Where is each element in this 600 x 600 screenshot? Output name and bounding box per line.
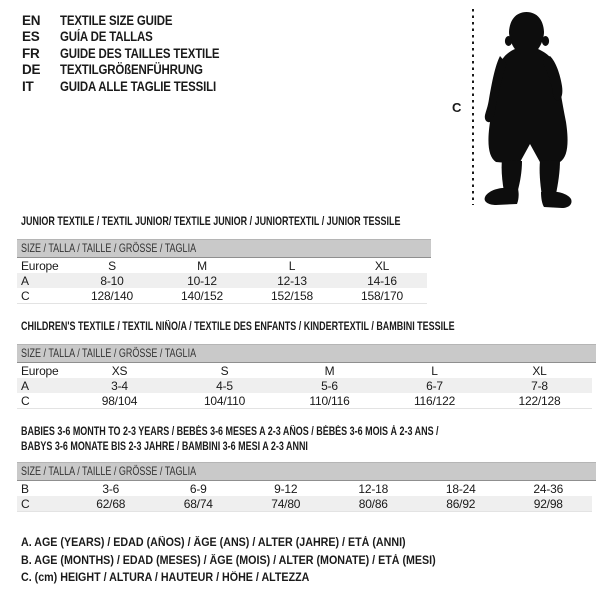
height-cell: 86/92 [417,496,505,512]
lang-row-fr [22,45,248,62]
table-row [17,273,427,288]
table-row [17,363,592,378]
children-section [17,321,596,409]
language-legend [22,12,248,95]
table-row [17,378,592,393]
height-cell: 140/152 [181,288,223,303]
footnote-b: B. AGE (MONTHS) / EDAD (MESES) / ÂGE (MOIS) / ALTER (MONATE) / ETÀ (MESI) [21,554,436,567]
size-cell: S [220,363,229,378]
size-cell: XL [532,363,547,378]
babies-section [17,425,596,512]
age-cell: 3-6 [102,481,120,496]
figure-height-label: C [452,100,462,115]
row-label: Europe [21,258,59,273]
age-cell: 7-8 [487,378,592,393]
table-row [17,258,427,273]
age-cell: 8-10 [67,273,157,288]
lang-code: FR [22,45,40,61]
lang-row-es [22,29,248,46]
table-row [17,393,592,409]
table-row [17,288,427,304]
size-header-label: SIZE / TALLA / TAILLE / GRÖSSE / TAGLIA [21,464,197,478]
lang-row-de [22,62,248,79]
table-row [17,481,592,496]
age-cell: 6-7 [382,378,487,393]
height-cell: 110/116 [309,393,350,408]
junior-size-table [17,258,427,304]
babies-size-table [17,481,592,512]
lang-code: ES [22,29,40,45]
lang-title: GUIDE DES TAILLES TEXTILE [60,45,220,61]
age-cell: 9-12 [274,481,298,496]
section-title: JUNIOR TEXTILE / TEXTIL JUNIOR/ TEXTILE JUNIOR / JUNIORTEXTIL / JUNIOR TESSILE [21,216,401,228]
height-cell: 152/158 [271,288,313,303]
lang-title: TEXTILGRÖßENFÜHRUNG [60,62,203,78]
age-cell: 6-9 [189,481,207,496]
lang-title: GUIDA ALLE TAGLIE TESSILI [60,78,216,94]
size-cell: L [431,363,438,378]
age-cell: 14-16 [337,273,427,288]
age-cell: 3-4 [67,378,172,393]
age-cell: 24-36 [533,481,564,496]
row-label: C [21,288,30,303]
height-cell: 158/170 [361,288,403,303]
height-cell: 92/98 [505,496,593,512]
row-label: A [17,273,67,288]
lang-row-it [22,78,248,95]
height-cell: 98/104 [101,393,138,408]
row-label: A [17,378,67,393]
size-header-bar [17,462,596,481]
size-header-label: SIZE / TALLA / TAILLE / GRÖSSE / TAGLIA [21,241,197,255]
footnote-a: A. AGE (YEARS) / EDAD (AÑOS) / ÂGE (ANS) / ALTER (JAHRE) / ETÀ (ANNI) [21,537,406,549]
row-label: C [17,496,67,512]
row-label: C [21,393,30,408]
height-cell: 128/140 [91,288,133,303]
age-cell: 12-18 [358,481,389,496]
height-cell: 80/86 [330,496,418,512]
height-cell: 116/122 [413,393,456,408]
size-header-bar [17,239,431,258]
size-cell: S [108,258,116,273]
section-title-line2: BABYS 3-6 MONATE BIS 2-3 JAHRE / BAMBINI 3-6 MESI A 2-3 ANNI [21,441,308,453]
row-label: B [21,481,29,496]
section-title: BABIES 3-6 MONTH TO 2-3 YEARS / BEBÉS 3-6 MESES A 2-3 AÑOS / BÉBÉS 3-6 MOIS À 2-3 ANS / [21,426,439,438]
size-cell: M [324,363,335,378]
height-cell: 104/110 [203,393,246,408]
baby-silhouette-icon [450,4,585,214]
height-cell: 68/74 [155,496,243,512]
size-header-bar [17,344,596,363]
lang-code: IT [22,78,34,94]
age-cell: 12-13 [247,273,337,288]
junior-section [17,216,507,304]
lang-code: DE [22,62,41,78]
lang-row-en [22,12,248,29]
height-cell: 122/128 [518,393,561,408]
section-title: CHILDREN'S TEXTILE / TEXTIL NIÑO/A / TEXTILE DES ENFANTS / KINDERTEXTIL / BAMBINI TESSILE [21,321,455,333]
lang-title: GUÍA DE TALLAS [60,29,153,45]
size-cell: L [288,258,296,273]
age-cell: 18-24 [445,481,476,496]
size-header-label: SIZE / TALLA / TAILLE / GRÖSSE / TAGLIA [21,346,197,360]
table-row [17,496,592,512]
children-size-table [17,363,592,409]
row-label: Europe [21,363,59,378]
age-cell: 5-6 [277,378,382,393]
size-cell: XL [374,258,390,273]
age-cell: 4-5 [172,378,277,393]
height-cell: 74/80 [242,496,330,512]
footnote-c: C. (cm) HEIGHT / ALTURA / HAUTEUR / HÖHE / ALTEZZA [21,572,310,584]
lang-title: TEXTILE SIZE GUIDE [60,12,173,28]
lang-code: EN [22,12,41,28]
size-cell: XS [111,363,128,378]
size-cell: M [197,258,207,273]
height-cell: 62/68 [67,496,155,512]
legend-footnotes [21,535,467,588]
age-cell: 10-12 [157,273,247,288]
